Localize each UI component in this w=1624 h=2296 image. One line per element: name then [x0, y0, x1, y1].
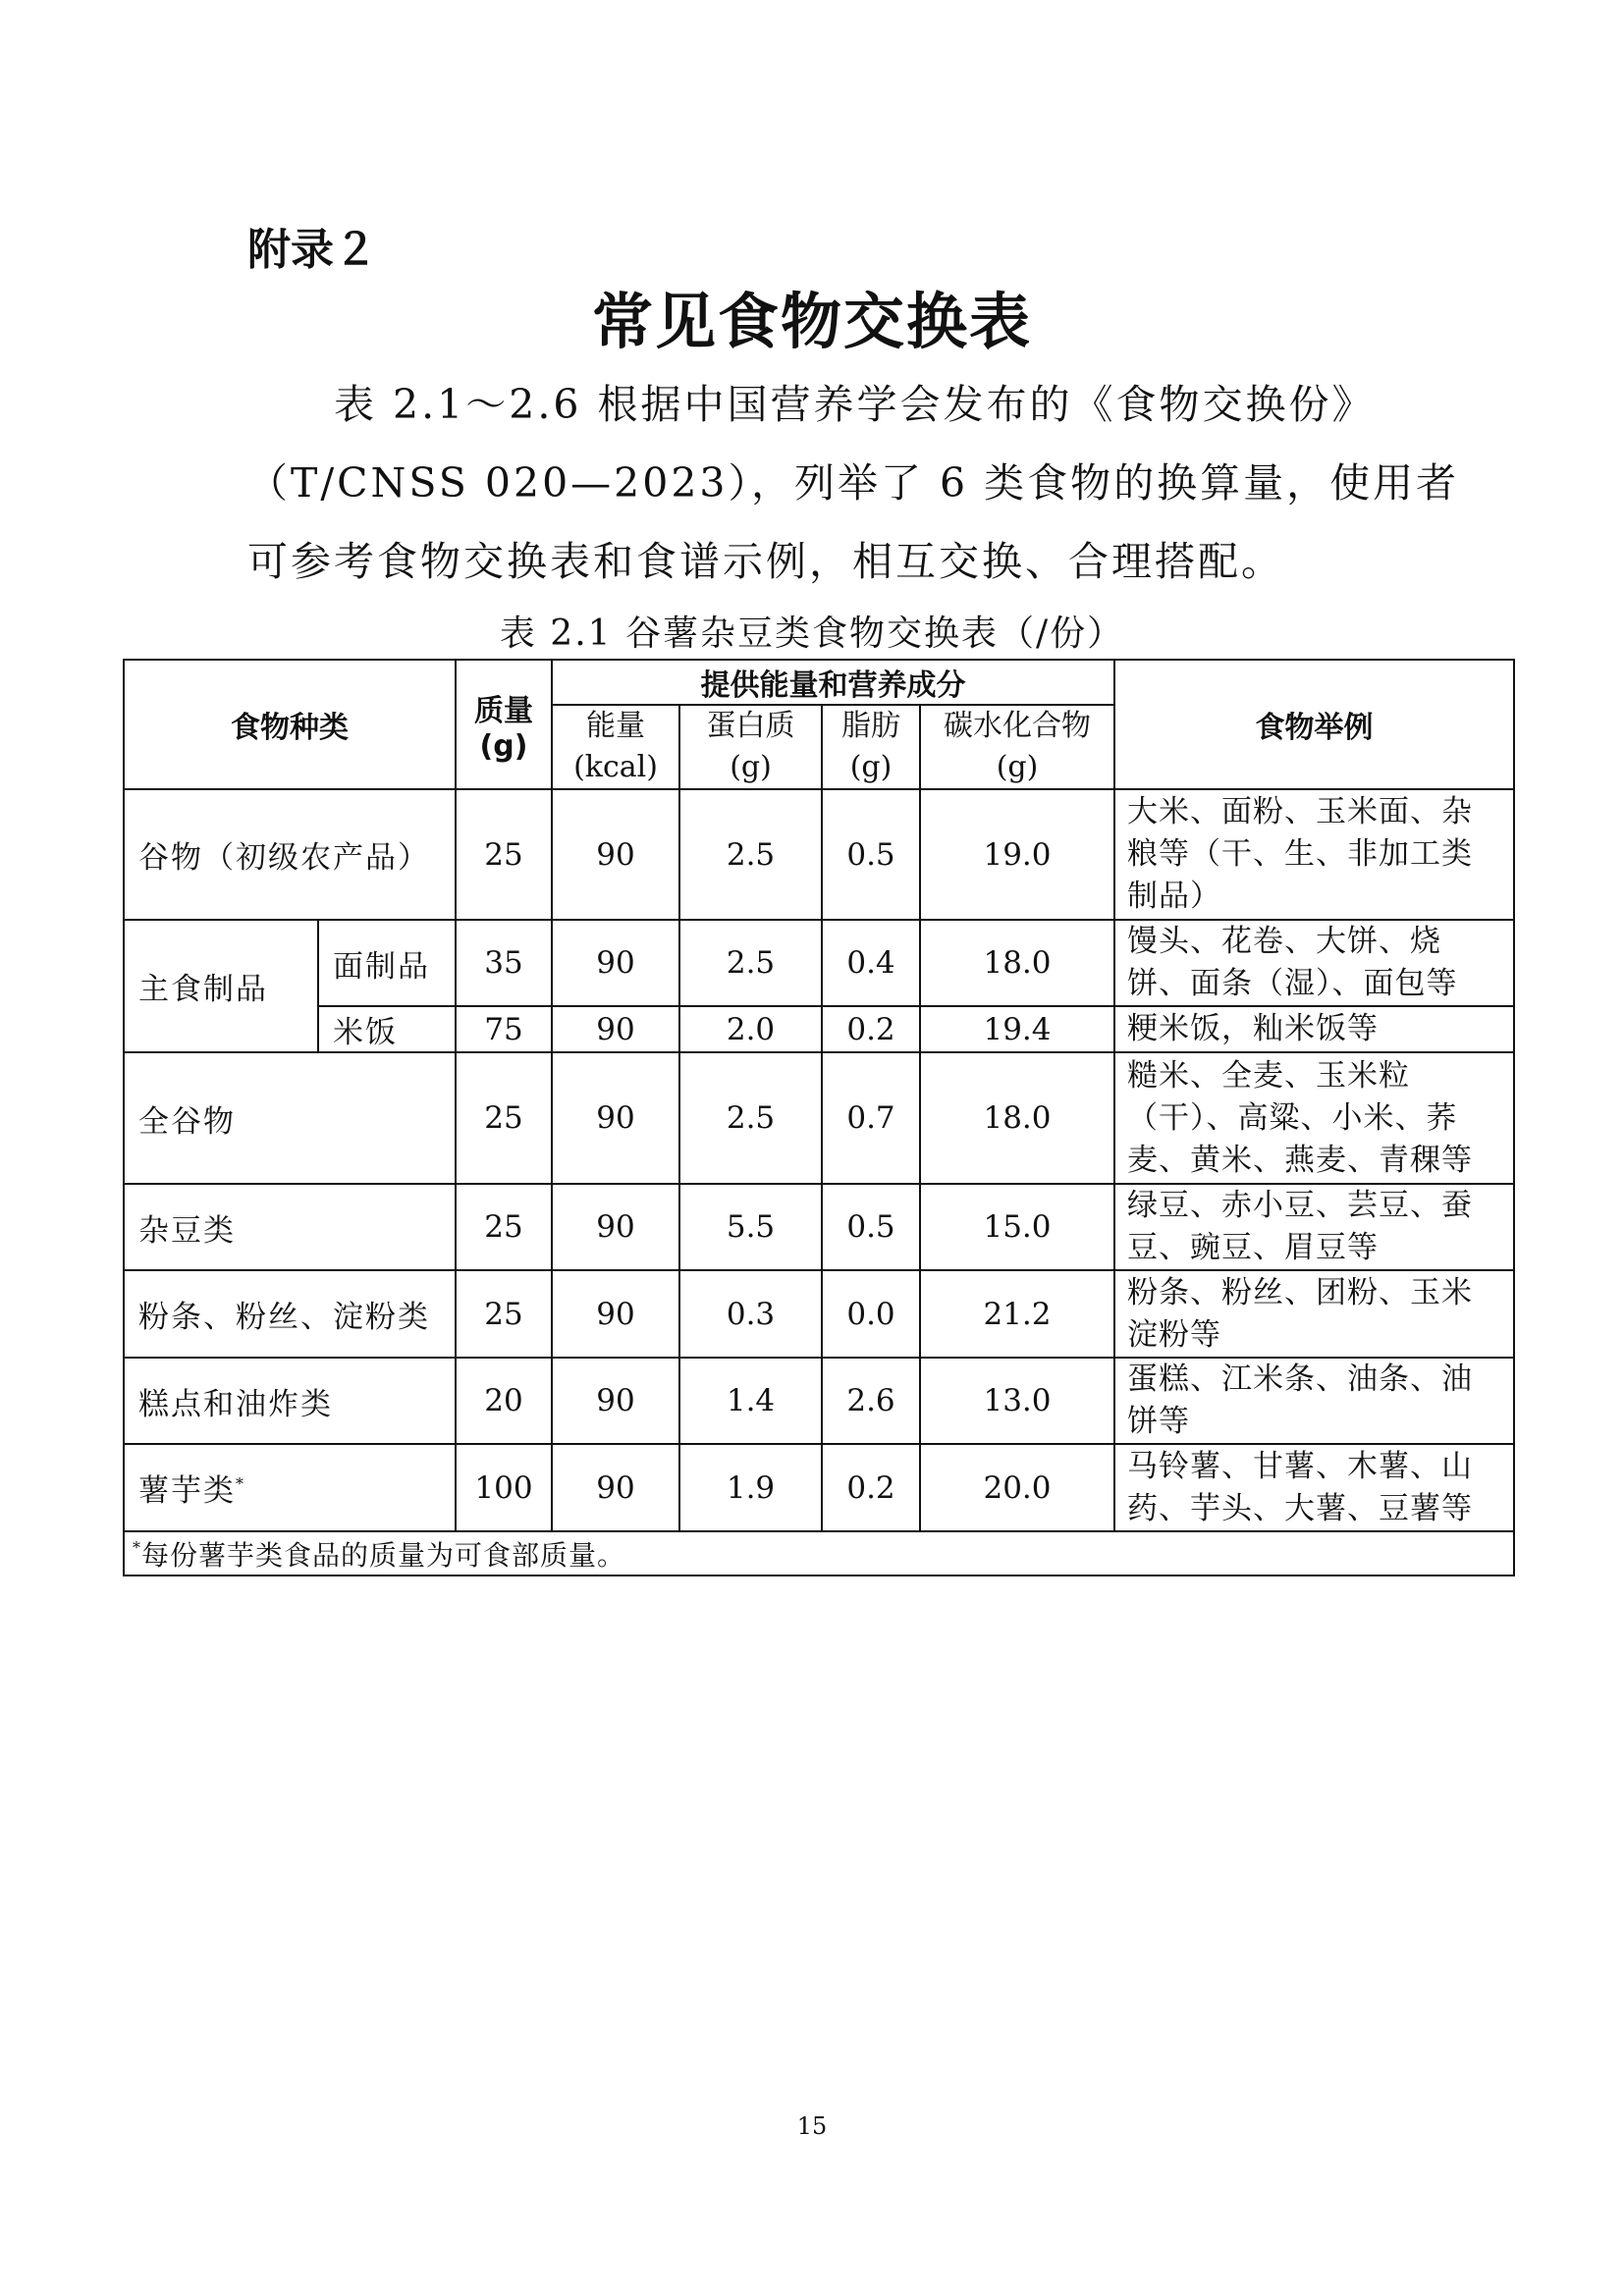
cell-examples: 蛋糕、江米条、油条、油饼等	[1114, 1358, 1514, 1444]
cell-category: 面制品	[318, 920, 456, 1006]
table-row	[124, 1052, 1514, 1184]
intro-line-1: 表 2.1～2.6 根据中国营养学会发布的《食物交换份》	[334, 381, 1376, 428]
table-caption: 表 2.1 谷薯杂豆类食物交换表（/份）	[499, 614, 1125, 654]
table-row	[124, 1184, 1514, 1270]
intro-line-2: （T/CNSS 020—2023），列举了 6 类食物的换算量，使用者	[247, 459, 1460, 507]
cell-category-text: 薯芋类	[138, 1473, 236, 1509]
header-fat-label: 脂肪	[841, 709, 900, 743]
cell-examples: 大米、面粉、玉米面、杂粮等（干、生、非加工类制品）	[1114, 789, 1514, 920]
cell-energy: 90	[552, 1006, 679, 1052]
table-footnote-row	[124, 1531, 1514, 1575]
cell-category: 粉条、粉丝、淀粉类	[124, 1270, 456, 1358]
cell-category: 杂豆类	[124, 1184, 456, 1270]
cell-carb: 21.2	[920, 1270, 1114, 1358]
cell-energy: 90	[552, 1358, 679, 1444]
cell-fat: 0.2	[822, 1444, 920, 1531]
cell-group: 主食制品	[124, 920, 318, 1052]
header-protein-label: 蛋白质	[706, 709, 795, 743]
cell-mass: 75	[456, 1006, 552, 1052]
header-examples: 食物举例	[1114, 660, 1514, 789]
header-carb-unit: (g)	[996, 750, 1039, 784]
header-mass	[456, 660, 552, 789]
cell-carb: 18.0	[920, 920, 1114, 1006]
header-fat	[822, 705, 920, 789]
cell-protein: 2.0	[679, 1006, 822, 1052]
page-title: 常见食物交换表	[591, 286, 1032, 357]
cell-mass: 25	[456, 1052, 552, 1184]
header-protein	[679, 705, 822, 789]
header-mass-label: 质量	[474, 693, 533, 728]
cell-carb: 19.0	[920, 789, 1114, 920]
table-row	[124, 789, 1514, 920]
cell-mass: 25	[456, 1184, 552, 1270]
cell-category: 米饭	[318, 1006, 456, 1052]
cell-category: 谷物（初级农产品）	[124, 789, 456, 920]
cell-mass: 100	[456, 1444, 552, 1531]
cell-fat: 2.6	[822, 1358, 920, 1444]
table-row	[124, 1006, 1514, 1052]
cell-protein: 5.5	[679, 1184, 822, 1270]
header-energy	[552, 705, 679, 789]
header-energy-unit: (kcal)	[573, 750, 658, 784]
table-row	[124, 1358, 1514, 1444]
cell-protein: 0.3	[679, 1270, 822, 1358]
cell-mass: 35	[456, 920, 552, 1006]
intro-line-3: 可参考食物交换表和食谱示例，相互交换、合理搭配。	[247, 538, 1284, 585]
cell-carb: 13.0	[920, 1358, 1114, 1444]
cell-category: 全谷物	[124, 1052, 456, 1184]
header-category: 食物种类	[124, 660, 456, 789]
cell-energy: 90	[552, 1184, 679, 1270]
cell-protein: 2.5	[679, 920, 822, 1006]
header-protein-unit: (g)	[730, 750, 772, 784]
appendix-label: 附录２	[247, 225, 377, 275]
intro-paragraph	[247, 365, 1460, 601]
cell-category	[124, 1444, 456, 1531]
footnote-mark: *	[133, 1537, 141, 1557]
table-row	[124, 920, 1514, 1006]
cell-examples: 馒头、花卷、大饼、烧饼、面条（湿）、面包等	[1114, 920, 1514, 1006]
table-row	[124, 1444, 1514, 1531]
cell-mass: 25	[456, 789, 552, 920]
cell-protein: 1.9	[679, 1444, 822, 1531]
cell-energy: 90	[552, 1444, 679, 1531]
cell-fat: 0.5	[822, 789, 920, 920]
cell-examples: 糙米、全麦、玉米粒（干）、高粱、小米、荞麦、黄米、燕麦、青稞等	[1114, 1052, 1514, 1184]
cell-protein: 1.4	[679, 1358, 822, 1444]
header-fat-unit: (g)	[849, 750, 893, 784]
cell-mass: 25	[456, 1270, 552, 1358]
cell-fat: 0.4	[822, 920, 920, 1006]
header-row-1	[124, 660, 1514, 705]
header-energy-label: 能量	[586, 709, 645, 743]
table-footnote	[124, 1531, 1514, 1575]
cell-energy: 90	[552, 920, 679, 1006]
cell-energy: 90	[552, 789, 679, 920]
footnote-text: 每份薯芋类食品的质量为可食部质量。	[141, 1538, 626, 1572]
cell-examples: 粳米饭，籼米饭等	[1114, 1006, 1514, 1052]
cell-examples: 粉条、粉丝、团粉、玉米淀粉等	[1114, 1270, 1514, 1358]
cell-fat: 0.0	[822, 1270, 920, 1358]
cell-fat: 0.7	[822, 1052, 920, 1184]
header-carb-label: 碳水化合物	[944, 709, 1091, 743]
header-mass-unit: (g)	[479, 728, 528, 764]
footnote-marker: *	[236, 1474, 245, 1493]
header-nutrients-group: 提供能量和营养成分	[552, 660, 1114, 705]
cell-carb: 18.0	[920, 1052, 1114, 1184]
cell-energy: 90	[552, 1270, 679, 1358]
cell-mass: 20	[456, 1358, 552, 1444]
table-row	[124, 1270, 1514, 1358]
food-exchange-table	[123, 659, 1515, 1576]
cell-examples: 绿豆、赤小豆、芸豆、蚕豆、豌豆、眉豆等	[1114, 1184, 1514, 1270]
header-carb	[920, 705, 1114, 789]
cell-examples: 马铃薯、甘薯、木薯、山药、芋头、大薯、豆薯等	[1114, 1444, 1514, 1531]
cell-category: 糕点和油炸类	[124, 1358, 456, 1444]
cell-carb: 15.0	[920, 1184, 1114, 1270]
cell-protein: 2.5	[679, 789, 822, 920]
cell-fat: 0.2	[822, 1006, 920, 1052]
cell-energy: 90	[552, 1052, 679, 1184]
cell-protein: 2.5	[679, 1052, 822, 1184]
cell-carb: 19.4	[920, 1006, 1114, 1052]
cell-carb: 20.0	[920, 1444, 1114, 1531]
page-number: 15	[796, 2112, 828, 2140]
cell-fat: 0.5	[822, 1184, 920, 1270]
